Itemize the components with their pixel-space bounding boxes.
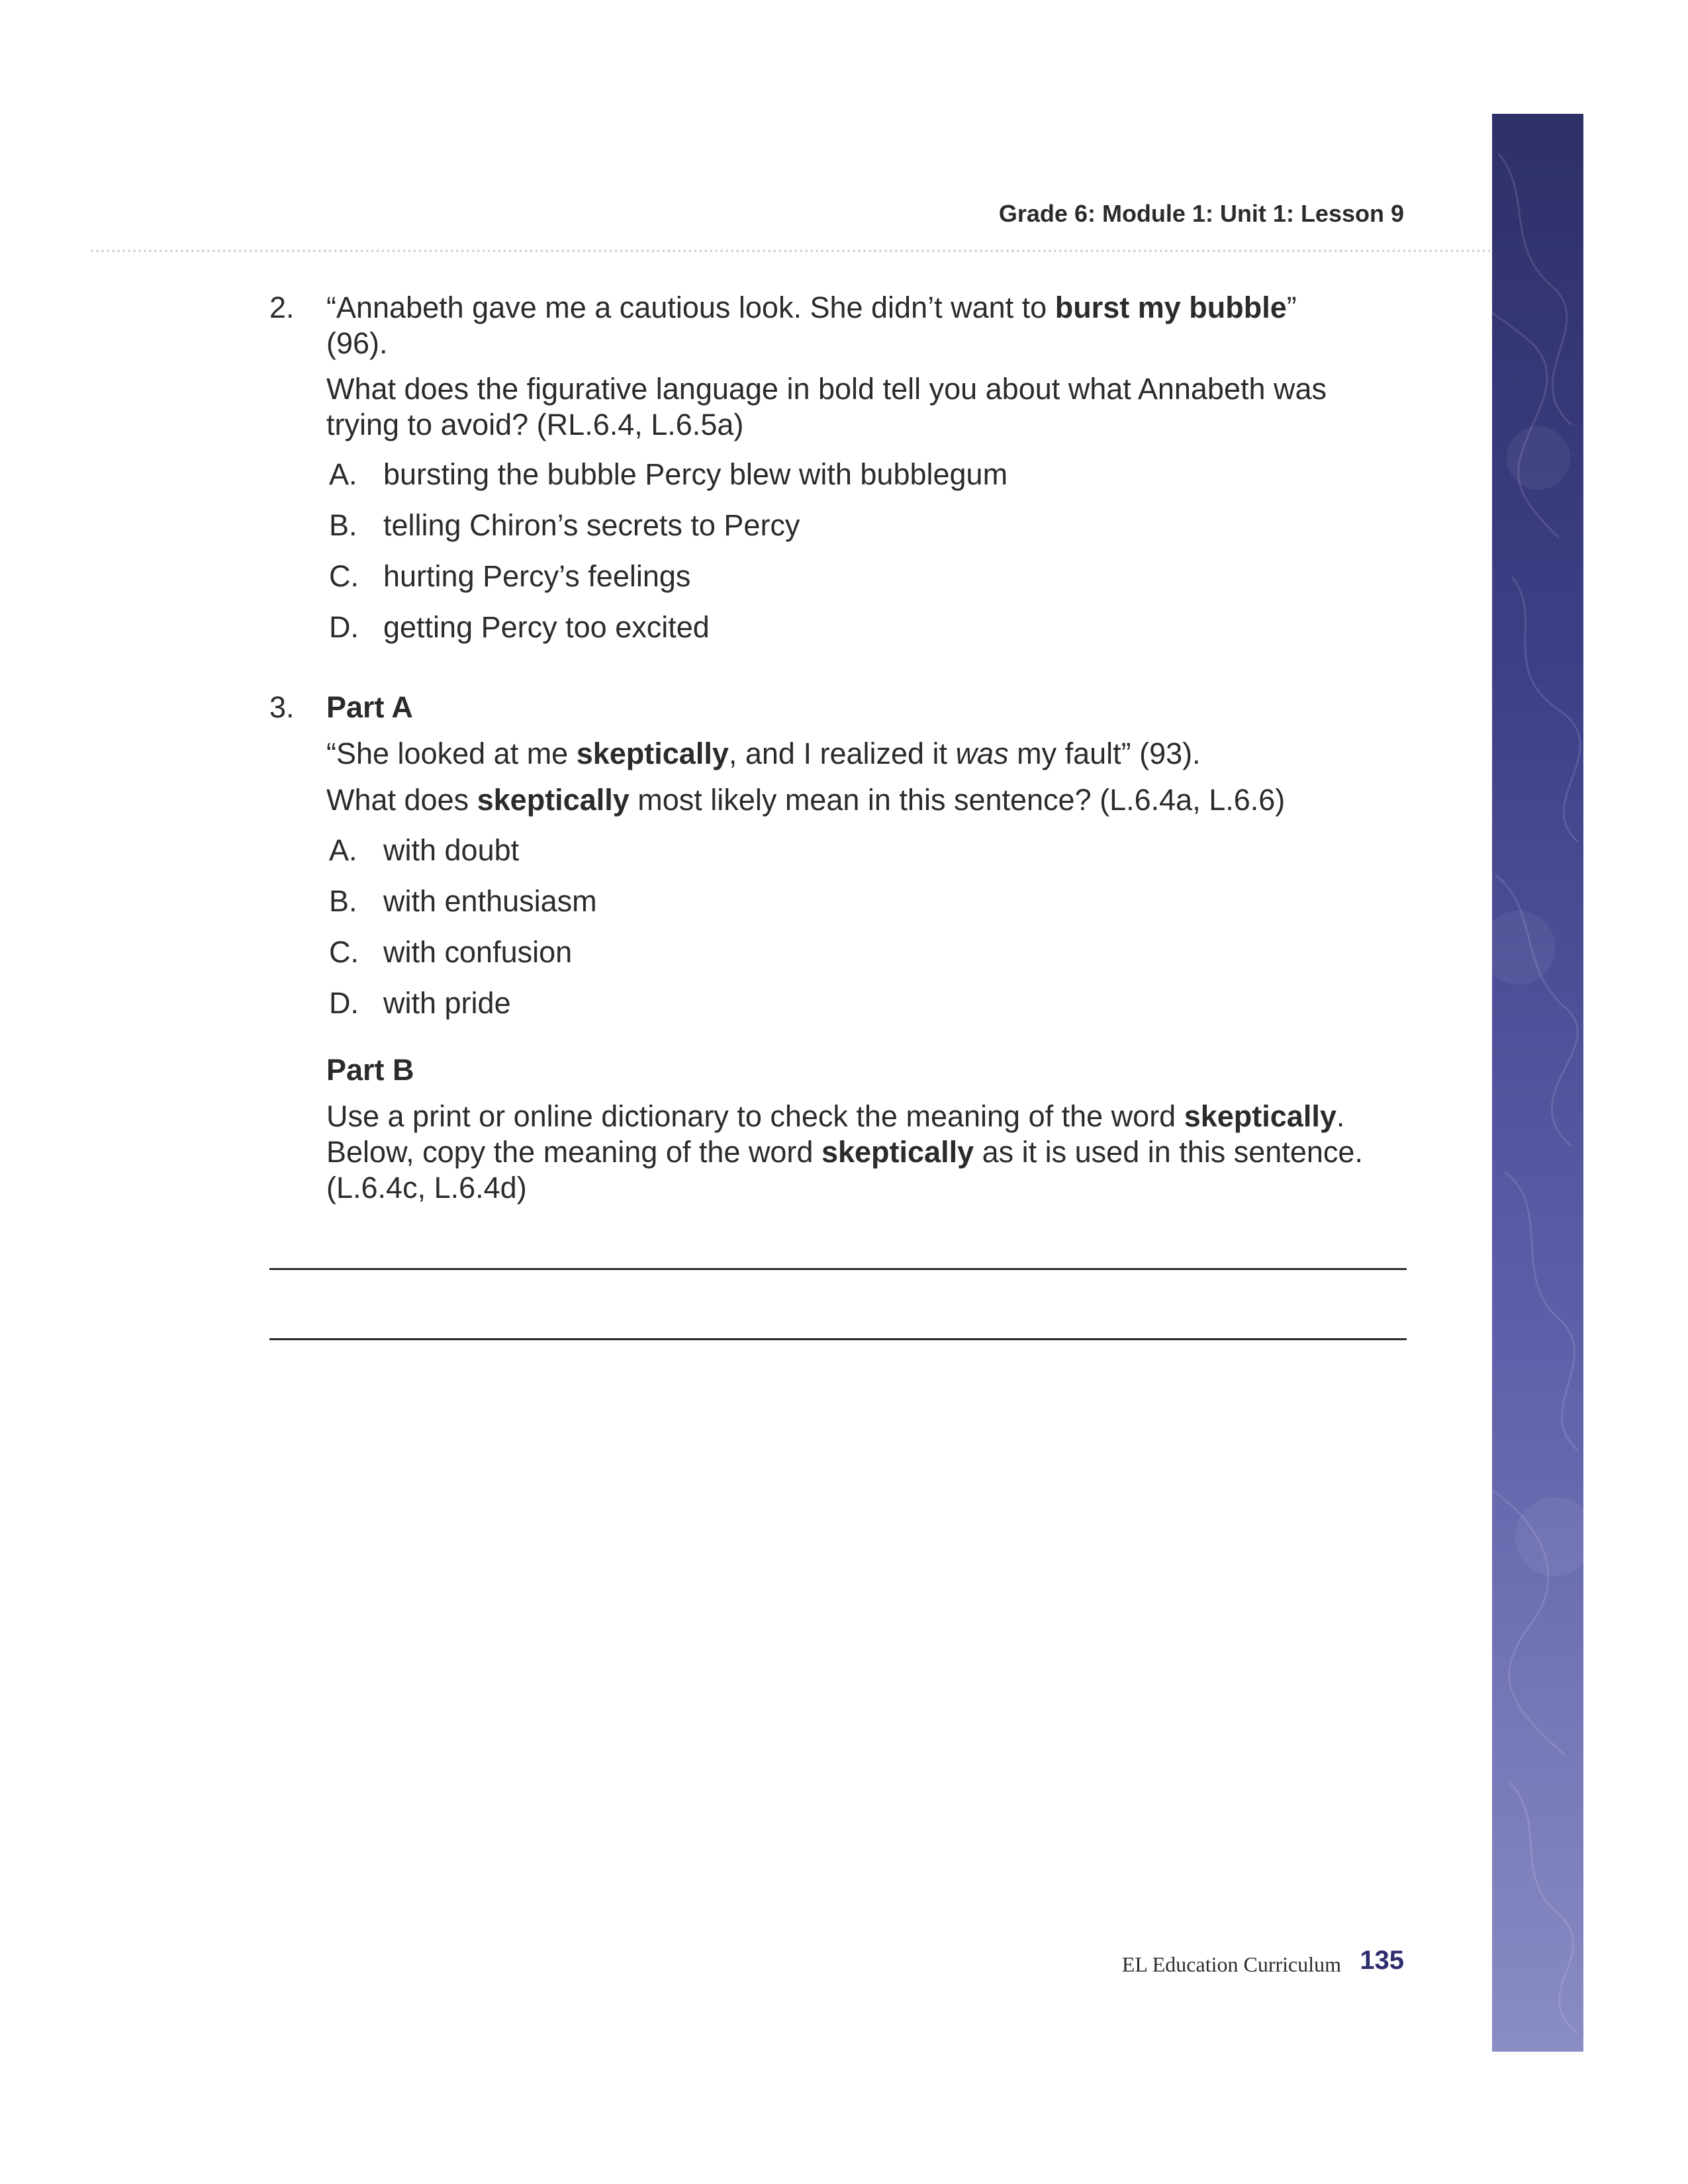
choice-text: with pride	[383, 986, 511, 1020]
answer-choice-d[interactable]	[329, 610, 710, 645]
quote-text-end: my fault” (93).	[1008, 737, 1201, 770]
choice-text: with confusion	[383, 935, 573, 969]
quote-text: “Annabeth gave me a cautious look. She didn’t want to	[326, 291, 1055, 324]
choice-text: getting Percy too excited	[383, 610, 710, 644]
answer-choice-c[interactable]	[329, 559, 690, 594]
bold-word: skeptically	[1184, 1099, 1336, 1133]
question-quote	[326, 736, 1385, 772]
prompt-text-end: most likely mean in this sentence? (L.6.4a, L.6.6)	[629, 783, 1286, 817]
instruction-text: Use a print or online dictionary to check the meaning of the word	[326, 1099, 1184, 1133]
instruction-text-mid: . Below, copy the meaning of the word	[326, 1099, 1345, 1169]
question-quote	[326, 290, 1385, 361]
part-b-label: Part B	[326, 1053, 414, 1087]
bold-word: skeptically	[477, 783, 630, 817]
prompt-text: What does	[326, 783, 477, 817]
quote-close: ”	[1286, 291, 1297, 324]
choice-letter: B.	[329, 508, 357, 542]
answer-choice-b[interactable]	[329, 884, 597, 919]
choice-text: with doubt	[383, 833, 520, 867]
italic-word: was	[955, 737, 1009, 770]
answer-write-line-1[interactable]	[269, 1268, 1407, 1270]
part-a-label: Part A	[326, 690, 413, 724]
band-texture	[1492, 114, 1583, 2052]
quote-text-mid: , and I realized it	[728, 737, 956, 770]
choice-letter: C.	[329, 935, 359, 969]
bold-word: skeptically	[576, 737, 729, 770]
lesson-header-title: Grade 6: Module 1: Unit 1: Lesson 9	[998, 200, 1404, 227]
choice-letter: B.	[329, 884, 357, 918]
answer-choice-c[interactable]	[329, 934, 572, 970]
answer-choice-d[interactable]	[329, 985, 511, 1021]
decorative-side-band	[1492, 114, 1583, 2052]
question-number: 2.	[269, 291, 295, 324]
header-divider	[91, 250, 1492, 252]
choice-text: hurting Percy’s feelings	[383, 559, 691, 593]
choice-letter: D.	[329, 986, 359, 1020]
question-prompt	[326, 782, 1385, 818]
choice-letter: C.	[329, 559, 359, 593]
quote-citation: (96).	[326, 326, 388, 360]
choice-text: telling Chiron’s secrets to Percy	[383, 508, 800, 542]
question-prompt: What does the figurative language in bold tell you about what Annabeth was trying to avoid? (RL.6.4, L.6.5a)	[326, 372, 1327, 441]
answer-choice-a[interactable]	[329, 457, 1008, 492]
bold-word: skeptically	[821, 1135, 974, 1169]
instruction-text-end: as it is used in this sentence. (L.6.4c, L.6.4d)	[326, 1135, 1363, 1205]
answer-write-line-2[interactable]	[269, 1338, 1407, 1340]
choice-letter: A.	[329, 457, 357, 491]
choice-text: bursting the bubble Percy blew with bubblegum	[383, 457, 1008, 491]
choice-text: with enthusiasm	[383, 884, 597, 918]
bold-phrase: burst my bubble	[1055, 291, 1287, 324]
choice-letter: A.	[329, 833, 357, 867]
part-b-instructions	[326, 1099, 1372, 1206]
answer-choice-b[interactable]	[329, 508, 800, 543]
question-number: 3.	[269, 690, 295, 724]
page-number: 135	[1360, 1946, 1404, 1975]
choice-letter: D.	[329, 610, 359, 644]
answer-choice-a[interactable]	[329, 833, 519, 868]
quote-text: “She looked at me	[326, 737, 577, 770]
footer-curriculum-name: EL Education Curriculum	[1121, 1952, 1341, 1976]
